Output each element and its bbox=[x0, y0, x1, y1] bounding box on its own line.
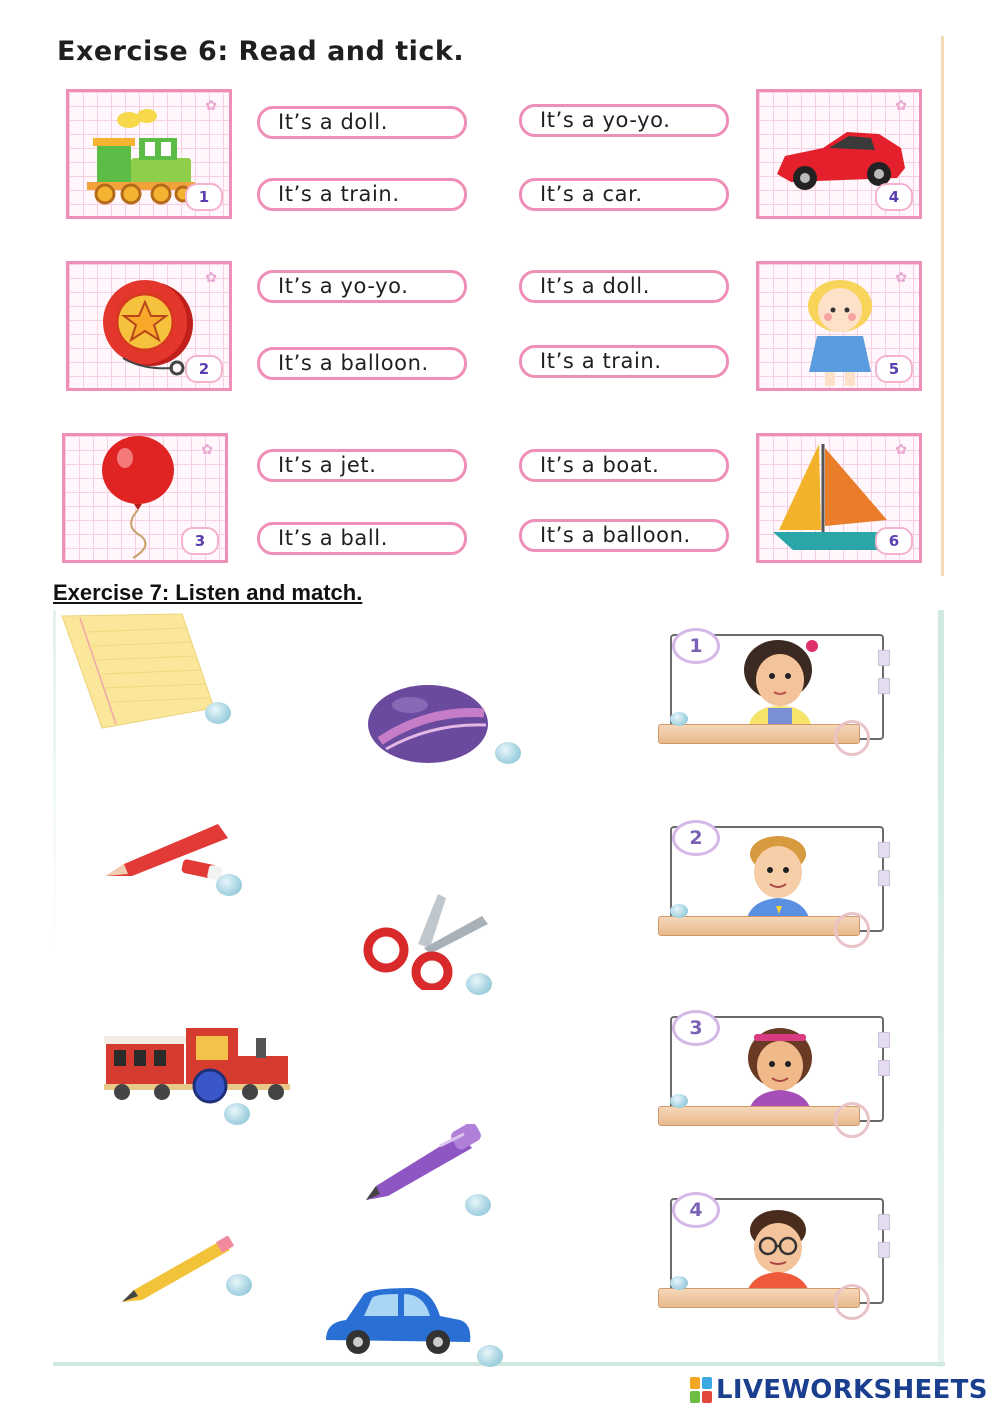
option-3b[interactable]: It’s a ball. bbox=[257, 522, 467, 555]
notebook-icon bbox=[58, 612, 218, 732]
pen-icon bbox=[360, 1124, 486, 1204]
exercise-7-title: Exercise 7: Listen and match. bbox=[53, 580, 363, 605]
logo-mark-icon bbox=[690, 1377, 712, 1403]
girl-icon bbox=[730, 1022, 830, 1114]
flower-icon: ✿ bbox=[895, 270, 907, 286]
match-dot-crayon[interactable] bbox=[216, 874, 242, 896]
boy-with-glasses-icon bbox=[728, 1204, 828, 1296]
option-5a[interactable]: It’s a doll. bbox=[519, 270, 729, 303]
option-1a[interactable]: It’s a doll. bbox=[257, 106, 467, 139]
option-2b[interactable]: It’s a balloon. bbox=[257, 347, 467, 380]
match-dot-train[interactable] bbox=[224, 1103, 250, 1125]
picture-card-5 bbox=[756, 261, 922, 391]
match-dot-notebook[interactable] bbox=[205, 702, 231, 724]
balloon-icon bbox=[93, 436, 183, 560]
boy-icon bbox=[728, 830, 828, 922]
option-1b[interactable]: It’s a train. bbox=[257, 178, 467, 211]
option-6b[interactable]: It’s a balloon. bbox=[519, 519, 729, 552]
card-base bbox=[658, 724, 860, 744]
child-card-3 bbox=[656, 1010, 888, 1138]
option-6a[interactable]: It’s a boat. bbox=[519, 449, 729, 482]
match-dot-scissors[interactable] bbox=[466, 973, 492, 995]
item-number: 5 bbox=[875, 355, 913, 383]
option-5b[interactable]: It’s a train. bbox=[519, 345, 729, 378]
item-number: 2 bbox=[185, 355, 223, 383]
match-dot-car[interactable] bbox=[477, 1345, 503, 1367]
card-tabs bbox=[878, 842, 888, 912]
area-edge bbox=[53, 610, 56, 960]
match-dot-pen[interactable] bbox=[465, 1194, 491, 1216]
card-base bbox=[658, 916, 860, 936]
page-edge bbox=[941, 36, 944, 576]
card-base bbox=[658, 1106, 860, 1126]
doll-icon bbox=[795, 272, 885, 388]
car-icon bbox=[320, 1286, 476, 1356]
card-ring bbox=[834, 912, 870, 948]
card-base bbox=[658, 1288, 860, 1308]
child-number: 2 bbox=[672, 820, 720, 856]
card-ring bbox=[834, 1284, 870, 1320]
brand-name: LIVEWORKSHEETS bbox=[716, 1375, 988, 1405]
train-icon bbox=[100, 1022, 296, 1104]
flower-icon: ✿ bbox=[205, 98, 217, 114]
girl-icon bbox=[730, 636, 830, 728]
picture-card-4 bbox=[756, 89, 922, 219]
match-dot-child-4[interactable] bbox=[670, 1276, 688, 1290]
option-2a[interactable]: It’s a yo-yo. bbox=[257, 270, 467, 303]
crayon-icon bbox=[102, 818, 234, 884]
picture-card-6 bbox=[756, 433, 922, 563]
flower-icon: ✿ bbox=[895, 442, 907, 458]
match-dot-ball[interactable] bbox=[495, 742, 521, 764]
child-number: 4 bbox=[672, 1192, 720, 1228]
match-dot-pencil[interactable] bbox=[226, 1274, 252, 1296]
pencil-icon bbox=[118, 1236, 236, 1306]
toy-train-icon bbox=[79, 108, 199, 208]
card-ring bbox=[834, 720, 870, 756]
item-number: 3 bbox=[181, 527, 219, 555]
card-tabs bbox=[878, 1032, 888, 1102]
card-tabs bbox=[878, 650, 888, 720]
ball-icon bbox=[366, 683, 490, 765]
card-ring bbox=[834, 1102, 870, 1138]
match-dot-child-2[interactable] bbox=[670, 904, 688, 918]
option-4b[interactable]: It’s a car. bbox=[519, 178, 729, 211]
child-card-2 bbox=[656, 820, 888, 948]
liveworksheets-logo[interactable] bbox=[690, 1372, 988, 1408]
flower-icon: ✿ bbox=[205, 270, 217, 286]
item-number: 4 bbox=[875, 183, 913, 211]
item-number: 1 bbox=[185, 183, 223, 211]
picture-card-3 bbox=[62, 433, 228, 563]
exercise-6-title: Exercise 6: Read and tick. bbox=[57, 36, 465, 67]
card-tabs bbox=[878, 1214, 888, 1284]
picture-card-1 bbox=[66, 89, 232, 219]
child-number: 3 bbox=[672, 1010, 720, 1046]
item-number: 6 bbox=[875, 527, 913, 555]
option-4a[interactable]: It’s a yo-yo. bbox=[519, 104, 729, 137]
match-dot-child-1[interactable] bbox=[670, 712, 688, 726]
flower-icon: ✿ bbox=[201, 442, 213, 458]
child-card-1 bbox=[656, 628, 888, 756]
flower-icon: ✿ bbox=[895, 98, 907, 114]
area-edge bbox=[938, 610, 944, 1367]
option-3a[interactable]: It’s a jet. bbox=[257, 449, 467, 482]
child-card-4 bbox=[656, 1192, 888, 1320]
child-number: 1 bbox=[672, 628, 720, 664]
picture-card-2 bbox=[66, 261, 232, 391]
match-dot-child-3[interactable] bbox=[670, 1094, 688, 1108]
